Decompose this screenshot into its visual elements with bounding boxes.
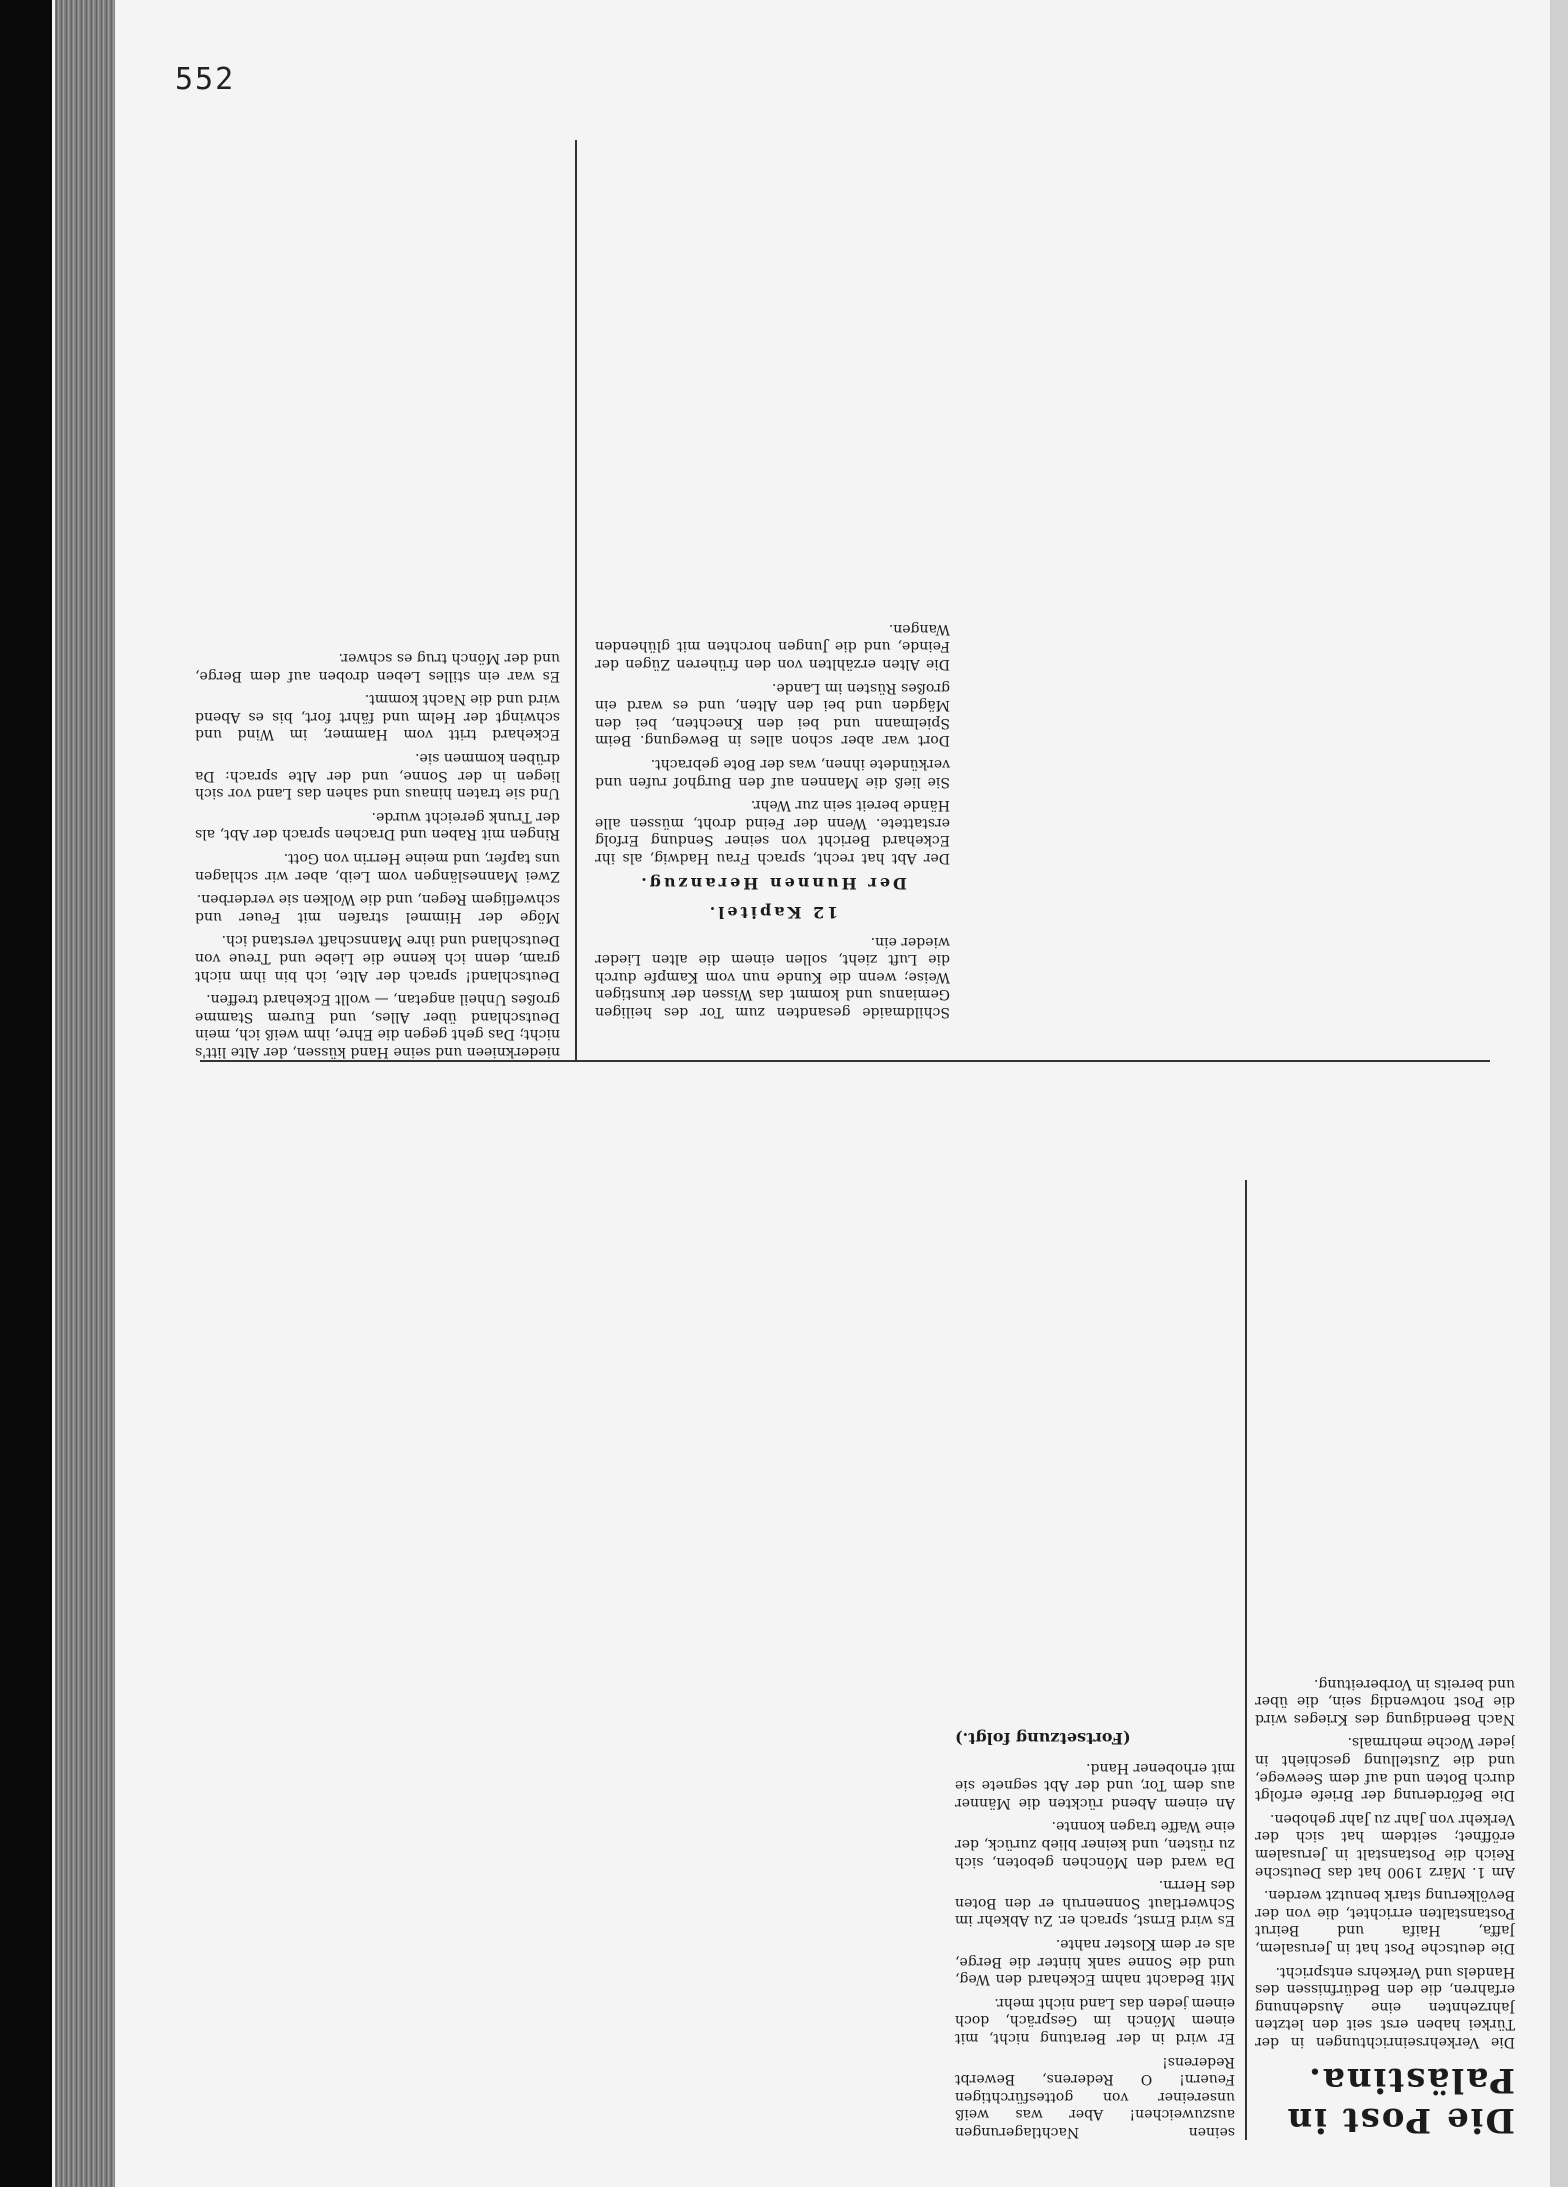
page-number: 552 (175, 62, 236, 97)
column-c-text (955, 1729, 1235, 2140)
column-d-para: Die Verkehrseinrichtungen in der Türkei haben erst seit den letzten Jahrzehnten eine Ausdehnung erfahren, die den Bedürfnissen des Handels und Verkehrs entspricht. (1255, 1963, 1515, 2050)
chapter-subheading: Der Hunnen Heranzug. (638, 874, 907, 894)
column-c-para: Er wird in der Beratung nicht, mit einem Mönch im Gespräch, doch einem jeden das Land nicht mehr. (955, 1994, 1235, 2047)
column-b-block (595, 560, 950, 1020)
column-b-para: Der Abt hat recht, sprach Frau Hadwig, als ihr Eckehard Bericht von seiner Sendung Erfolg erstattete. Wenn der Feind droht, müssen alle Hände bereit sein zur Wehr. (595, 797, 950, 867)
column-c-para: An einem Abend rückten die Männer aus dem Tor, und der Abt segnete sie mit erhobener Hand. (955, 1759, 1235, 1811)
column-a-para: Möge der Himmel strafen mit Feuer und schwefligem Regen, und die Wolken sie verderben. (195, 891, 560, 925)
column-a-para: Und sie traten hinaus und sahen das Land vor sich liegen in der Sonne, und der Alte sprach: Da drüben kommen sie. (195, 750, 560, 802)
column-a-text (195, 643, 560, 1060)
column-d-text (1255, 1668, 1515, 2140)
column-c-para: Da ward den Mönchen geboten, sich zu rüsten, und keiner blieb zurück, der eine Waffe tragen konnte. (955, 1818, 1235, 1870)
column-a-para: Ringen mit Raben und Drachen sprach der Abt, als der Trunk gereicht wurde. (195, 808, 560, 843)
column-d-block (1255, 1180, 1515, 2140)
column-d-para: Am 1. März 1900 hat das Deutsche Reich die Postanstalt in Jerusalem eröffnet; seitdem hat sich der Verkehr von Jahr zu Jahr gehoben. (1255, 1810, 1515, 1880)
column-c-block (955, 1180, 1235, 2140)
chapter-heading: 12 Kapitel. (706, 903, 839, 923)
continuation-note: (Fortsetzung folgt.) (955, 1729, 1131, 1749)
column-b-text (595, 613, 950, 1020)
horizontal-divider (200, 1060, 1490, 1062)
column-b-para: Sie ließ die Mannen auf den Burghof rufen und verkündete ihnen, was der Bote gebracht. (595, 756, 950, 790)
book-binding-edge (55, 0, 115, 2187)
column-c-para: seinen Nachtlagerungen auszuweichen! Aber was weiß unsereiner von gottesfürchtigen Feuern! O Rederens, Bewerbt Rederens! (955, 2053, 1235, 2140)
scan-border-left (0, 0, 52, 2187)
column-b-para: Schildmaide gesandten zum Tor des heiligen Gemianus und kommt das Wissen der kunstigen Weise; wenn die Kunde nun vom Kampfe durch die Luft zieht, sollen einem die alten Lieder wieder ein. (595, 933, 950, 1020)
column-divider (575, 140, 577, 1060)
column-c-para: Es wird Ernst, sprach er. Zu Abkehr im Schwertlaut Sonnenruh er den Boten des Herrn. (955, 1877, 1235, 1929)
column-b-para: Dort war aber schon alles in Bewegung. Beim Spielmann und bei den Knechten, bei den Mägden und bei den Alten, und es ward ein großes Rüsten im Lande. (595, 679, 950, 749)
column-a-para: Eckehard tritt vom Hammer, im Wind und schwingt der Helm und fährt fort, bis es Abend wird und die Nacht kommt. (195, 691, 560, 743)
column-a-para: Zwei Manneslängen vom Leib, aber wir schlagen uns tapfer, und meine Herrin von Gott. (195, 850, 560, 884)
article-title: Die Post in Palästina. (1285, 2060, 1515, 2140)
column-divider (1245, 1180, 1247, 2140)
column-d-para: Die deutsche Post hat in Jerusalem, Jaffa, Haifa und Beirut Postanstalten errichtet, die von der Bevölkerung stark benutzt werden. (1255, 1887, 1515, 1957)
column-a-para: niederknieen und seine Hand küssen, der Alte litt's nicht; Das geht gegen die Ehre, ihm weiß ich, mein Deutschland über Alles, und Eurem Stamme großes Unheil angetan, — wollt Eckehard treffen. (195, 991, 560, 1060)
column-a-para: Deutschland! sprach der Alte, ich bin ihm nicht gram, denn ich kenne die Liebe und Treue von Deutschland und ihre Mannschaft verstand ich. (195, 932, 560, 984)
column-b-para: Die Alten erzählten von den früheren Zügen der Feinde, und die Jungen horchten mit glühenden Wangen. (595, 620, 950, 673)
column-d-para: Nach Beendigung des Krieges wird die Post notwendig sein, die über und bereits in Vorbereitung. (1255, 1675, 1515, 1727)
scan-border-right (1550, 0, 1568, 2187)
column-c-para: Mit Bedacht nahm Eckehard den Weg, und die Sonne sank hinter die Berge, als er dem Kloster nahte. (955, 1936, 1235, 1988)
column-d-para: Die Beförderung der Briefe erfolgt durch Boten und auf dem Seewege, und die Zustellung geschieht in jeder Woche mehrmals. (1255, 1734, 1515, 1804)
column-a-block (195, 130, 560, 1060)
column-a-para: Es war ein stilles Leben droben auf dem Berge, und der Mönch trug es schwer. (195, 650, 560, 684)
